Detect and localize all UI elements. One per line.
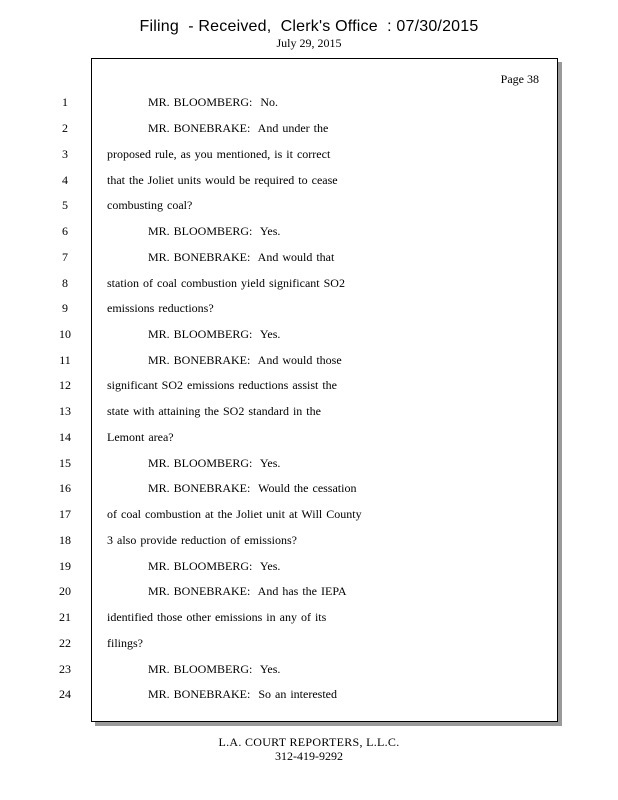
transcript-line: 3 also provide reduction of emissions? — [107, 533, 297, 547]
transcript-line: MR. BLOOMBERG: Yes. — [148, 224, 281, 238]
page-number: Page 38 — [500, 72, 539, 86]
line-number: 4 — [62, 173, 68, 187]
transcript-line: proposed rule, as you mentioned, is it correct — [107, 147, 331, 161]
transcript-line: MR. BONEBRAKE: And would that — [148, 250, 335, 264]
line-number: 17 — [59, 507, 71, 521]
line-number: 20 — [59, 584, 71, 598]
line-number: 12 — [59, 378, 71, 392]
transcript-line: emissions reductions? — [107, 301, 214, 315]
line-number: 14 — [59, 430, 71, 444]
transcript-line: Lemont area? — [107, 430, 174, 444]
reporter-company: L.A. COURT REPORTERS, L.L.C. — [218, 735, 400, 749]
transcript-line: MR. BLOOMBERG: Yes. — [148, 456, 281, 470]
line-number: 6 — [62, 224, 68, 238]
line-number: 22 — [59, 636, 71, 650]
transcript-line: MR. BLOOMBERG: Yes. — [148, 327, 281, 341]
line-number: 18 — [59, 533, 71, 547]
transcript-date: July 29, 2015 — [276, 36, 342, 50]
transcript-line: station of coal combustion yield significant SO2 — [107, 276, 345, 290]
line-number: 8 — [62, 276, 68, 290]
transcript-line: MR. BLOOMBERG: Yes. — [148, 662, 281, 676]
transcript-line: MR. BONEBRAKE: Would the cessation — [148, 481, 357, 495]
reporter-phone: 312-419-9292 — [275, 749, 343, 763]
transcript-line: that the Joliet units would be required to cease — [107, 173, 338, 187]
line-number: 23 — [59, 662, 71, 676]
line-number: 19 — [59, 559, 71, 573]
transcript-line: MR. BONEBRAKE: And has the IEPA — [148, 584, 347, 598]
transcript-line: MR. BONEBRAKE: And would those — [148, 353, 342, 367]
line-number: 7 — [62, 250, 68, 264]
transcript-line: state with attaining the SO2 standard in the — [107, 404, 321, 418]
line-number: 9 — [62, 301, 68, 315]
line-number: 15 — [59, 456, 71, 470]
line-number: 13 — [59, 404, 71, 418]
transcript-line: filings? — [107, 636, 143, 650]
line-number: 16 — [59, 481, 71, 495]
transcript-line: identified those other emissions in any of its — [107, 610, 327, 624]
transcript-line: significant SO2 emissions reductions assist the — [107, 378, 337, 392]
transcript-line: MR. BLOOMBERG: No. — [148, 95, 279, 109]
line-number: 10 — [59, 327, 71, 341]
line-number: 3 — [62, 147, 68, 161]
filing-stamp: Filing - Received, Clerk's Office : 07/30/2015 — [139, 18, 479, 35]
transcript-line: of coal combustion at the Joliet unit at Will County — [107, 507, 362, 521]
line-number: 2 — [62, 121, 68, 135]
line-number: 21 — [59, 610, 71, 624]
transcript-line: MR. BONEBRAKE: And under the — [148, 121, 329, 135]
line-number: 24 — [59, 687, 71, 701]
line-number: 11 — [59, 353, 71, 367]
transcript-line: MR. BLOOMBERG: Yes. — [148, 559, 281, 573]
line-number: 1 — [62, 95, 68, 109]
transcript-line: MR. BONEBRAKE: So an interested — [148, 687, 337, 701]
transcript-line: combusting coal? — [107, 198, 193, 212]
line-number: 5 — [62, 198, 68, 212]
